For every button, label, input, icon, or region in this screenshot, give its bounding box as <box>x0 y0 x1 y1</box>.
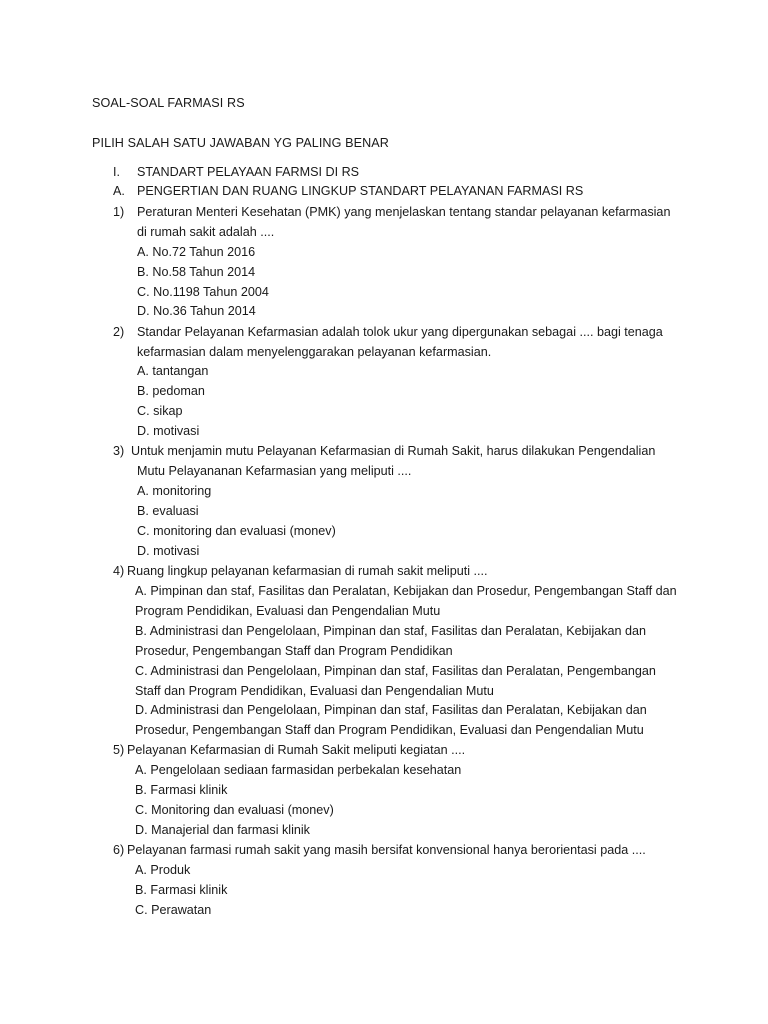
question-number: 3) <box>113 444 125 458</box>
section-heading: STANDART PELAYAAN FARMSI DI RS <box>137 165 360 179</box>
question-text: Peraturan Menteri Kesehatan (PMK) yang menjelaskan tentang standar pelayanan kefarmasian <box>137 205 671 219</box>
answer-option: B. Farmasi klinik <box>135 883 228 897</box>
answer-option: A. No.72 Tahun 2016 <box>137 245 256 259</box>
question-text: Pelayanan farmasi rumah sakit yang masih bersifat konvensional hanya berorientasi pada .... <box>127 843 646 857</box>
question-number: 5) <box>113 743 125 757</box>
instruction-text: PILIH SALAH SATU JAWABAN YG PALING BENAR <box>92 136 389 150</box>
question-text: Mutu Pelayananan Kefarmasian yang meliputi .... <box>137 464 412 478</box>
answer-option: B. Farmasi klinik <box>135 783 228 797</box>
question-number: 2) <box>113 325 125 339</box>
answer-option: D. No.36 Tahun 2014 <box>137 304 256 318</box>
answer-option: A. Pengelolaan sediaan farmasidan perbekalan kesehatan <box>135 763 462 777</box>
answer-option: A. Produk <box>135 863 191 877</box>
answer-option: A. tantangan <box>137 364 209 378</box>
answer-option: Prosedur, Pengembangan Staff dan Program Pendidikan, Evaluasi dan Pengendalian Mutu <box>135 723 644 737</box>
question-text: Untuk menjamin mutu Pelayanan Kefarmasian di Rumah Sakit, harus dilakukan Pengendalian <box>131 444 656 458</box>
subsection-marker: A. <box>113 184 125 198</box>
answer-option: D. Manajerial dan farmasi klinik <box>135 823 310 837</box>
answer-option: Staff dan Program Pendidikan, Evaluasi dan Pengendalian Mutu <box>135 684 494 698</box>
subsection-heading: PENGERTIAN DAN RUANG LINGKUP STANDART PELAYANAN FARMASI RS <box>137 184 584 198</box>
answer-option: D. motivasi <box>137 424 200 438</box>
answer-option: B. pedoman <box>137 384 205 398</box>
answer-option: C. Administrasi dan Pengelolaan, Pimpinan dan staf, Fasilitas dan Peralatan, Pengembangan <box>135 664 656 678</box>
answer-option: C. No.1198 Tahun 2004 <box>137 285 269 299</box>
answer-option: Program Pendidikan, Evaluasi dan Pengendalian Mutu <box>135 604 441 618</box>
answer-option: C. monitoring dan evaluasi (monev) <box>137 524 336 538</box>
question-text: Ruang lingkup pelayanan kefarmasian di rumah sakit meliputi .... <box>127 564 488 578</box>
answer-option: B. evaluasi <box>137 504 199 518</box>
question-text: Pelayanan Kefarmasian di Rumah Sakit meliputi kegiatan .... <box>127 743 466 757</box>
answer-option: B. Administrasi dan Pengelolaan, Pimpinan dan staf, Fasilitas dan Peralatan, Kebijakan dan <box>135 624 647 638</box>
answer-option: C. Monitoring dan evaluasi (monev) <box>135 803 334 817</box>
question-number: 4) <box>113 564 125 578</box>
question-text: di rumah sakit adalah .... <box>137 225 275 239</box>
answer-option: Prosedur, Pengembangan Staff dan Program Pendidikan <box>135 644 453 658</box>
question-text: kefarmasian dalam menyelenggarakan pelayanan kefarmasian. <box>137 345 492 359</box>
document-title: SOAL-SOAL FARMASI RS <box>92 96 245 110</box>
question-number: 1) <box>113 205 125 219</box>
answer-option: A. Pimpinan dan staf, Fasilitas dan Peralatan, Kebijakan dan Prosedur, Pengembangan Staff dan <box>135 584 677 598</box>
section-marker: I. <box>113 165 120 179</box>
answer-option: B. No.58 Tahun 2014 <box>137 265 256 279</box>
answer-option: C. Perawatan <box>135 903 212 917</box>
answer-option: C. sikap <box>137 404 183 418</box>
question-number: 6) <box>113 843 125 857</box>
answer-option: A. monitoring <box>137 484 212 498</box>
question-text: Standar Pelayanan Kefarmasian adalah tolok ukur yang dipergunakan sebagai .... bagi tenaga <box>137 325 663 339</box>
answer-option: D. Administrasi dan Pengelolaan, Pimpinan dan staf, Fasilitas dan Peralatan, Kebijakan dan <box>135 703 647 717</box>
answer-option: D. motivasi <box>137 544 200 558</box>
